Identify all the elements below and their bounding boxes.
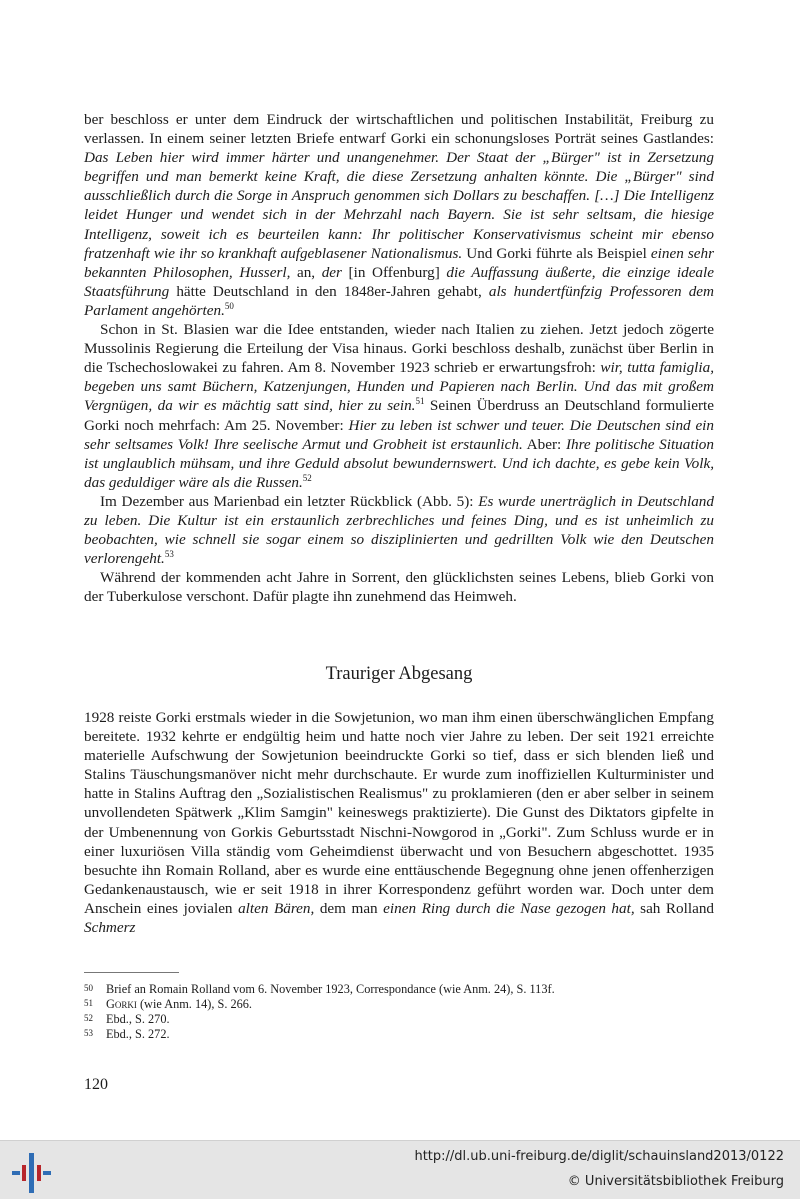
quote-run: Schmerz <box>84 919 136 937</box>
footnote-number: 52 <box>84 1013 93 1023</box>
footnotes <box>84 982 714 1042</box>
paragraph-2 <box>84 320 714 492</box>
footnote-text: Brief an Romain Rolland vom 6. November 1923, Correspondance (wie Anm. 24), S. 113f. <box>106 982 555 996</box>
quote-run: Das Leben hier wird immer härter und unangenehmer. Der Staat der „Bürger" ist in Zersetzung begriffen und man bemerkt keine Kraft, die diese Zersetzung anhalten könnte. Die „Bürger" sind ausschließlich durch die Sorge in Anspruch genommen sich Dollars zu beschaffen. […] Die Intelligenz leidet Hunger und wendet sich in der Mehrzahl nach Bayern. Sie ist sehr seltsam, die hiesige Intelligenz, soweit ich es beurteilen kann: Ihr politischer Konservativismus scheint mir ebenso fratzenhaft wie ihr so krankhaft aufgeblasener Nationalismus. <box>84 149 714 262</box>
footnote-52 <box>84 1012 714 1027</box>
text-run: hätte Deutschland in den 1848er-Jahren gehabt, <box>169 282 489 300</box>
page-number: 120 <box>84 1076 108 1093</box>
text-run: [in Offenburg] <box>341 263 447 281</box>
quote-run: Hier zu leben ist schwer und teuer. Die Deutschen sind ein sehr seltsames Volk! Ihre seelische Armut und Grobheit ist erstaunlich. <box>84 416 714 453</box>
text-run: an, <box>290 263 322 281</box>
quote-run: Ihre politische Situation ist unglaublich mühsam, und ihre Geduld absolut bewundernswert. Und ich dachte, es gebe kein Volk, das geduldiger wäre als die Russen. <box>84 435 714 491</box>
footnote-text-run: (wie Anm. 14), S. 266. <box>136 997 252 1011</box>
quote-run: die Auffassung äußerte, die einzige ideale Staatsführung <box>84 263 714 300</box>
quote-run: einen Ring durch die Nase gezogen hat, <box>383 899 635 917</box>
body-section-2 <box>84 708 714 937</box>
text-run: Im Dezember aus Marienbad ein letzter Rückblick (Abb. 5): <box>100 492 479 510</box>
quote-run: einen sehr bekannten Philosophen, Husserl, <box>84 244 715 281</box>
footnote-53 <box>84 1027 714 1042</box>
footnote-number: 51 <box>84 998 93 1008</box>
quote-run: der <box>321 263 342 281</box>
viewer-footer <box>0 1140 800 1199</box>
quote-run: als hundertfünfzig Professoren dem Parlament angehörten. <box>84 282 714 319</box>
text-run: ber beschloss er unter dem Eindruck der wirtschaftlichen und politischen Instabilität, Freiburg zu verlassen. In einem seiner letzten Briefe entwarf Gorki ein schonungsloses Porträt seines Gastlandes: <box>84 111 714 148</box>
footnote-ref-53[interactable]: 53 <box>164 549 174 560</box>
footnote-ref-50[interactable]: 50 <box>224 300 234 311</box>
ub-freiburg-logo-icon[interactable] <box>8 1151 54 1193</box>
paragraph-1 <box>84 110 714 320</box>
footnote-51 <box>84 997 714 1012</box>
quote-run: Es wurde unerträglich in Deutschland zu leben. Die Kultur ist ein erstaunlich zerbrechliches und feines Ding, und es ist unheimlich zu beobachten, wie schnell sie sogar einem so disziplinierten und gedrillten Volk wie den Deutschen verlorengeht. <box>84 492 714 568</box>
footnote-number: 53 <box>84 1028 93 1038</box>
footnote-50 <box>84 982 714 997</box>
footnote-text: Ebd., S. 272. <box>106 1027 170 1041</box>
body-section-1 <box>84 110 714 606</box>
text-run: 1928 reiste Gorki erstmals wieder in die Sowjetunion, wo man ihm einen überschwänglichen Empfang bereitete. 1932 kehrte er endgültig heim und hatte noch vier Jahre zu leben. Der seit 1921 erreichte materielle Aufschwung der Sowjetunion beeindruckte Gorki so tief, dass er sich blenden ließ und Stalins Täuschungsmanöver nicht mehr durchschaute. Er wurde zum inoffiziellen Kulturminister und hatte in Stalins Auftrag den „Sozialistischen Realismus" zu proklamieren (den er aber selber in seinem unvollendeten Spätwerk „Klim Samgin" keineswegs praktizierte). Die Gunst des Diktators gipfelte in der Umbenennung von Gorkis Geburtsstadt Nischni-Nowgorod in „Gorki". Zum Schluss wurde er in einer luxuriösen Villa ständig vom Geheimdienst überwacht und von Besuchern abgeschottet. 1935 besuchte ihn Romain Rolland, aber es wurde eine enttäuschende Begegnung ohne jenen offenherzigen Gedankenaustausch, wie er seit 1918 in ihrer Korrespondenz geführt worden war. Doch unter dem Anschein eines jovialen <box>84 709 714 917</box>
footnote-number: 50 <box>84 983 93 993</box>
text-run: dem man <box>314 899 384 917</box>
text-run: Und Gorki führte als Beispiel <box>462 244 651 262</box>
text-run: sah Rolland <box>634 899 715 917</box>
quote-run: wir, tutta famiglia, begeben uns samt Büchern, Katzenjungen, Hunden und Papieren nach Berlin. Und das mit großem Vergnügen, da wir es mächtig satt sind, hier zu sein. <box>84 359 714 415</box>
paragraph-5 <box>84 708 714 937</box>
footnote-ref-51[interactable]: 51 <box>415 396 425 407</box>
section-heading: Trauriger Abgesang <box>325 664 473 684</box>
author-name: Gorki <box>106 997 137 1011</box>
paragraph-3 <box>84 492 714 568</box>
source-url-link[interactable]: http://dl.ub.uni-freiburg.de/diglit/schauinsland2013/0122 <box>414 1149 784 1164</box>
text-run: Aber: <box>522 435 566 453</box>
text-run: Seinen Überdruss an Deutschland formulierte Gorki noch mehrfach: Am 25. November: <box>84 397 714 434</box>
footnote-text: Ebd., S. 270. <box>106 1012 170 1026</box>
quote-run: alten Bären, <box>238 899 315 917</box>
paragraph-4: Während der kommenden acht Jahre in Sorrent, den glücklichsten seines Lebens, blieb Gorki von der Tuberkulose verschont. Dafür plagte ihn zunehmend das Heimweh. <box>84 569 714 606</box>
text-run: Schon in St. Blasien war die Idee entstanden, wieder nach Italien zu ziehen. Jetzt jedoch zögerte Mussolinis Regierung die Erteilung der Visa hinaus. Gorki beschloss deshalb, zunächst über Berlin in die Tschechoslowakei zu fahren. Am 8. November 1923 schrieb er erwartungsfroh: <box>84 321 714 377</box>
footnote-ref-52[interactable]: 52 <box>302 472 312 483</box>
footnote-text <box>106 997 252 1012</box>
copyright-notice: © Universitätsbibliothek Freiburg <box>567 1174 784 1189</box>
footnote-divider <box>84 972 179 973</box>
